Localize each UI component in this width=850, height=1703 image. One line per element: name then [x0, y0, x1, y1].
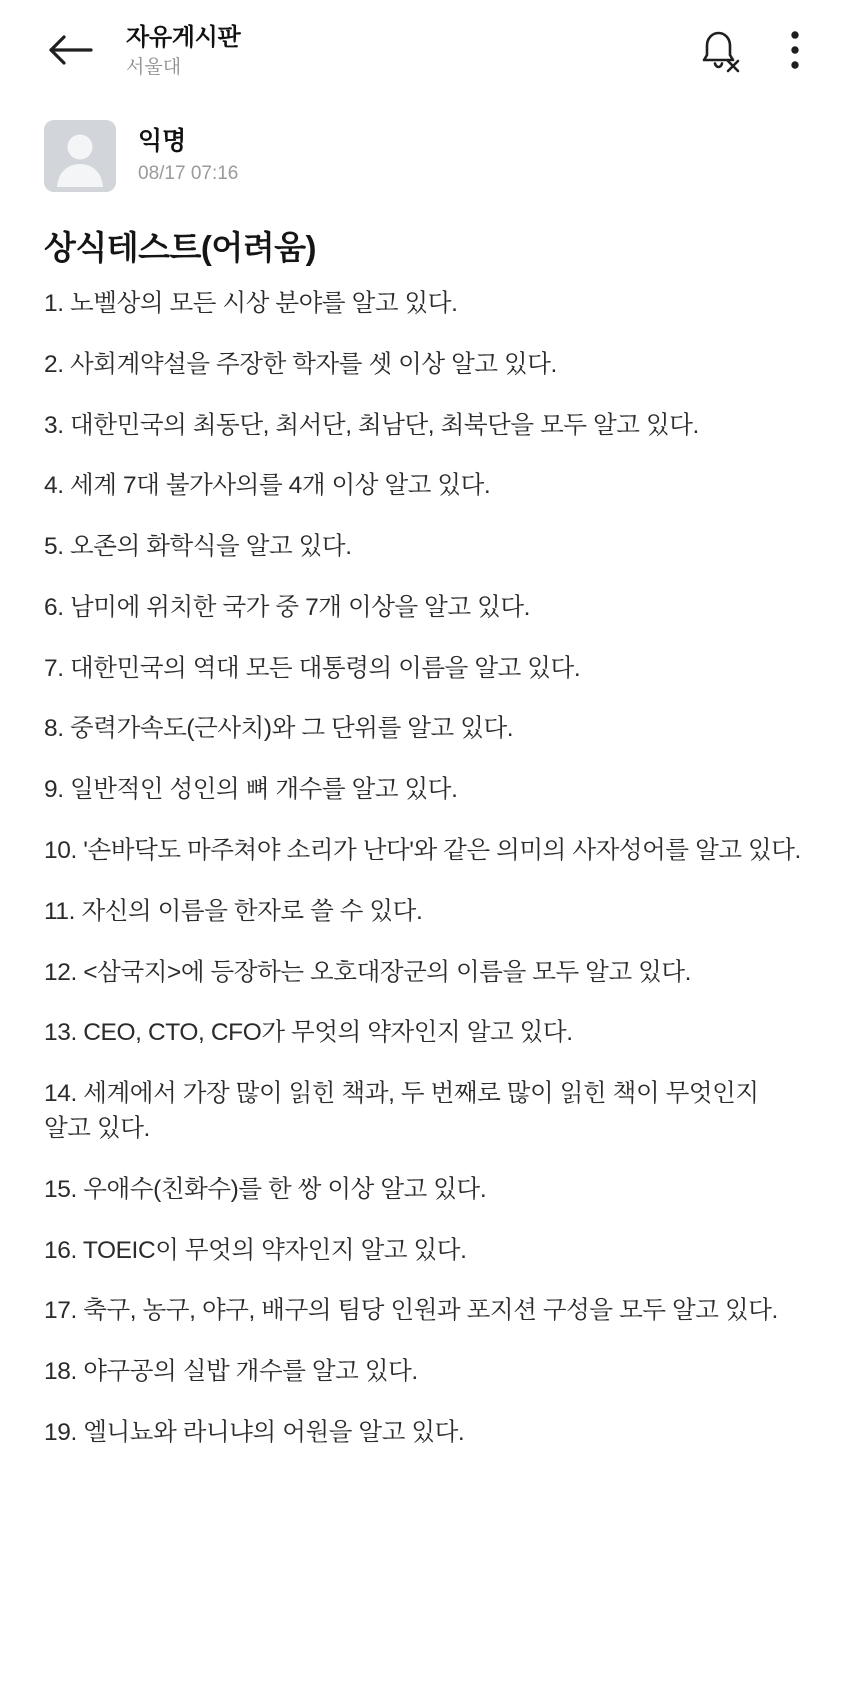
- post-line: 16. TOEIC이 무엇의 약자인지 알고 있다.: [44, 1236, 467, 1264]
- post-body: [44, 287, 810, 1491]
- author-meta: [138, 126, 238, 185]
- app-bar-titles: [126, 24, 690, 80]
- post-line: 5. 오존의 화학식을 알고 있다.: [44, 533, 352, 561]
- author-name: 익명: [138, 127, 187, 156]
- more-vertical-icon: [789, 28, 801, 77]
- post-line: 2. 사회계약설을 주장한 학자를 셋 이상 알고 있다.: [44, 350, 557, 378]
- post-line: 15. 우애수(친화수)를 한 쌍 이상 알고 있다.: [44, 1175, 487, 1203]
- bell-off-icon: [697, 27, 741, 78]
- post-line: 4. 세계 7대 불가사의를 4개 이상 알고 있다.: [44, 472, 491, 500]
- post-line: 17. 축구, 농구, 야구, 배구의 팀당 인원과 포지션 구성을 모두 알고 있다.: [44, 1297, 778, 1325]
- author-row: [44, 104, 810, 196]
- post-line: 11. 자신의 이름을 한자로 쓸 수 있다.: [44, 897, 423, 925]
- post-line: 8. 중력가속도(근사치)와 그 단위를 알고 있다.: [44, 715, 514, 743]
- app-bar: [0, 0, 850, 104]
- board-subtitle: 서울대: [126, 57, 182, 78]
- post-line: 3. 대한민국의 최동단, 최서단, 최남단, 최북단을 모두 알고 있다.: [44, 411, 699, 439]
- person-avatar-icon: [44, 125, 116, 192]
- post-line: 12. <삼국지>에 등장하는 오호대장군의 이름을 모두 알고 있다.: [44, 958, 692, 986]
- board-title: 자유게시판: [126, 24, 241, 52]
- notification-off-button[interactable]: [690, 23, 748, 81]
- post-title: 상식테스트(어려움): [44, 229, 317, 266]
- post-line: 14. 세계에서 가장 많이 읽힌 책과, 두 번째로 많이 읽힌 책이 무엇인지 알고 있다.: [44, 1080, 759, 1142]
- post-line: 9. 일반적인 성인의 뼈 개수를 알고 있다.: [44, 776, 458, 804]
- post-line: 7. 대한민국의 역대 모든 대통령의 이름을 알고 있다.: [44, 654, 581, 682]
- post-line: 13. CEO, CTO, CFO가 무엇의 약자인지 알고 있다.: [44, 1019, 573, 1047]
- app-bar-actions: [690, 23, 824, 81]
- post-line: 6. 남미에 위치한 국가 중 7개 이상을 알고 있다.: [44, 593, 531, 621]
- post-container: [0, 104, 850, 1491]
- back-button[interactable]: [40, 22, 100, 82]
- more-options-button[interactable]: [766, 23, 824, 81]
- avatar: [44, 120, 116, 192]
- post-line: 10. '손바닥도 마주쳐야 소리가 난다'와 같은 의미의 사자성어를 알고 있다.: [44, 837, 801, 865]
- post-line: 1. 노벨상의 모든 시상 분야를 알고 있다.: [44, 290, 458, 317]
- arrow-left-icon: [47, 33, 93, 72]
- post-line-list: [44, 287, 810, 1451]
- post-line: 19. 엘니뇨와 라니냐의 어원을 알고 있다.: [44, 1418, 465, 1446]
- post-line: 18. 야구공의 실밥 개수를 알고 있다.: [44, 1358, 418, 1386]
- post-date: 08/17 07:16: [138, 162, 239, 184]
